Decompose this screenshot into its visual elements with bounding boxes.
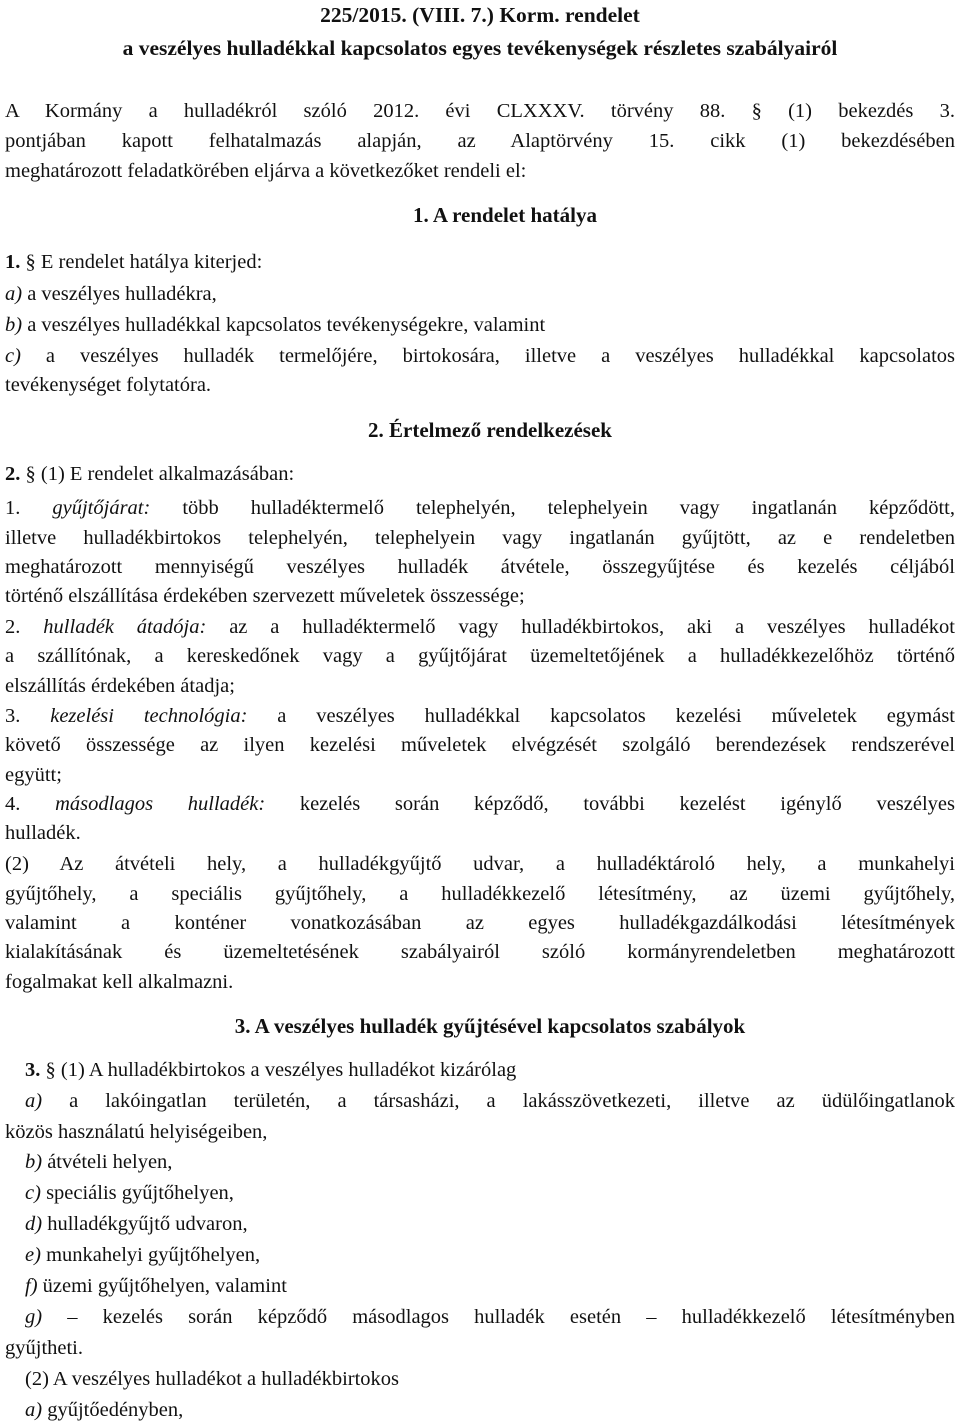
definition-number: 1. (5, 497, 53, 519)
definition-text: több hulladéktermelő telephelyén, telephelyein vagy ingatlanán képződött, (150, 497, 955, 519)
item-label: a) (25, 1399, 43, 1421)
chapter-heading: 1. A rendelet hatálya (413, 203, 597, 227)
section-text: § E rendelet hatálya kiterjed: (20, 251, 263, 273)
definition-term: kezelési technológia: (50, 705, 248, 727)
section-2 (5, 459, 955, 490)
list-item (25, 1209, 960, 1240)
list-item-continuation: gyűjtheti. (5, 1337, 84, 1359)
chapter-heading: 3. A veszélyes hulladék gyűjtésével kapcsolatos szabályok (234, 1014, 746, 1038)
paragraph-line: valamint a konténer vonatkozásában az egyes hulladékgazdálkodási létesítmények (5, 912, 955, 934)
definition-line: együtt; (5, 764, 62, 786)
document-subtitle: a veszélyes hulladékkal kapcsolatos egyes tevékenységek részletes szabályairól (122, 36, 838, 60)
item-text: üzemi gyűjtőhelyen, valamint (37, 1275, 287, 1297)
definition-line: a szállítónak, a kereskedőnek vagy a gyűjtőjárat üzemeltetőjének a hulladékkezelőhöz történő (5, 645, 955, 667)
list-item (5, 279, 955, 310)
paragraph-line: (2) A veszélyes hulladékot a hulladékbirtokos (25, 1368, 400, 1390)
item-text: speciális gyűjtőhelyen, (40, 1182, 234, 1204)
item-label: b) (25, 1151, 43, 1173)
list-item (25, 1395, 960, 1426)
section-1 (5, 247, 955, 278)
definition-text: az a hulladéktermelő vagy hulladékbirtokos, aki a veszélyes hulladékot (206, 616, 955, 638)
list-item (5, 341, 955, 372)
section-text: § (1) A hulladékbirtokos a veszélyes hulladékot kizárólag (40, 1059, 517, 1081)
item-text: a lakóingatlan területén, a társasházi, a lakásszövetkezeti, illetve az üdülőingatlanok (42, 1090, 955, 1112)
list-item-continuation: tevékenységet folytatóra. (5, 374, 212, 396)
definition-2 (5, 612, 955, 643)
paragraph-line: gyűjtőhely, a speciális gyűjtőhely, a hulladékkezelő létesítmény, az üzemi gyűjtőhely, (5, 883, 955, 905)
section-number: 2. (5, 463, 21, 485)
item-text: munkahelyi gyűjtőhelyen, (40, 1244, 261, 1266)
list-item (25, 1178, 960, 1209)
definition-4 (5, 789, 955, 820)
definition-term: gyűjtőjárat: (52, 497, 151, 519)
list-item (25, 1271, 960, 1302)
definition-line: meghatározott mennyiségű veszélyes hulladék átvétele, összegyűjtése és kezelés céljából (5, 556, 955, 578)
definition-number: 4. (5, 793, 56, 815)
item-text: gyűjtőedényben, (42, 1399, 184, 1421)
item-label: c) (5, 345, 21, 367)
item-text: átvételi helyen, (42, 1151, 173, 1173)
list-item (25, 1086, 955, 1117)
item-label: a) (25, 1090, 43, 1112)
item-label: a) (5, 283, 23, 305)
item-label: d) (25, 1213, 43, 1235)
item-label: e) (25, 1244, 41, 1266)
preamble-line: A Kormány a hulladékról szóló 2012. évi CLXXXV. törvény 88. § (1) bekezdés 3. (5, 100, 955, 122)
definition-line: elszállítás érdekében átadja; (5, 675, 235, 697)
definition-line: követő összessége az ilyen kezelési műveletek elvégzését szolgáló berendezések rendszerével (5, 734, 955, 756)
section-text: § (1) E rendelet alkalmazásában: (20, 463, 295, 485)
item-label: c) (25, 1182, 41, 1204)
item-label: b) (5, 314, 23, 336)
section-number: 3. (25, 1059, 41, 1081)
section-number: 1. (5, 251, 21, 273)
item-text: a veszélyes hulladékra, (22, 283, 217, 305)
paragraph-line: fogalmakat kell alkalmazni. (5, 971, 234, 993)
definition-line: történő elszállítása érdekében szervezett műveletek összessége; (5, 585, 525, 607)
item-text: hulladékgyűjtő udvaron, (42, 1213, 248, 1235)
list-item-continuation: közös használatú helyiségeiben, (5, 1121, 268, 1143)
list-item (5, 310, 955, 341)
item-text: – kezelés során képződő másodlagos hulladék esetén – hulladékkezelő létesítményben (42, 1306, 955, 1328)
definition-1 (5, 493, 955, 524)
chapter-heading: 2. Értelmező rendelkezések (368, 418, 612, 442)
list-item (25, 1147, 960, 1178)
definition-text: a veszélyes hulladékkal kapcsolatos kezelési műveletek egymást (247, 705, 955, 727)
document-title: 225/2015. (VIII. 7.) Korm. rendelet (320, 3, 640, 27)
definition-line: hulladék. (5, 822, 81, 844)
definition-text: kezelés során képződő, további kezelést igénylő veszélyes (265, 793, 955, 815)
definition-number: 2. (5, 616, 44, 638)
preamble-line: pontjában kapott felhatalmazás alapján, az Alaptörvény 15. cikk (1) bekezdésében (5, 130, 955, 152)
preamble-line: meghatározott feladatkörében eljárva a következőket rendeli el: (5, 160, 527, 182)
paragraph-line: kialakításának és üzemeltetésének szabályairól szóló kormányrendeletben meghatározott (5, 941, 955, 963)
item-label: g) (25, 1306, 43, 1328)
item-label: f) (25, 1275, 38, 1297)
list-item (25, 1302, 955, 1333)
item-text: a veszélyes hulladék termelőjére, birtokosára, illetve a veszélyes hulladékkal kapcsolatos (20, 345, 955, 367)
section-3 (25, 1055, 960, 1086)
item-text: a veszélyes hulladékkal kapcsolatos tevékenységekre, valamint (22, 314, 546, 336)
definition-term: másodlagos hulladék: (55, 793, 266, 815)
definition-term: hulladék átadója: (43, 616, 207, 638)
definition-number: 3. (5, 705, 51, 727)
definition-3 (5, 701, 955, 732)
definition-line: illetve hulladékbirtokos telephelyén, telephelyein vagy ingatlanán gyűjtött, az e rendeletben (5, 527, 955, 549)
paragraph-line: (2) Az átvételi hely, a hulladékgyűjtő udvar, a hulladéktároló hely, a munkahelyi (5, 853, 955, 875)
list-item (25, 1240, 960, 1271)
